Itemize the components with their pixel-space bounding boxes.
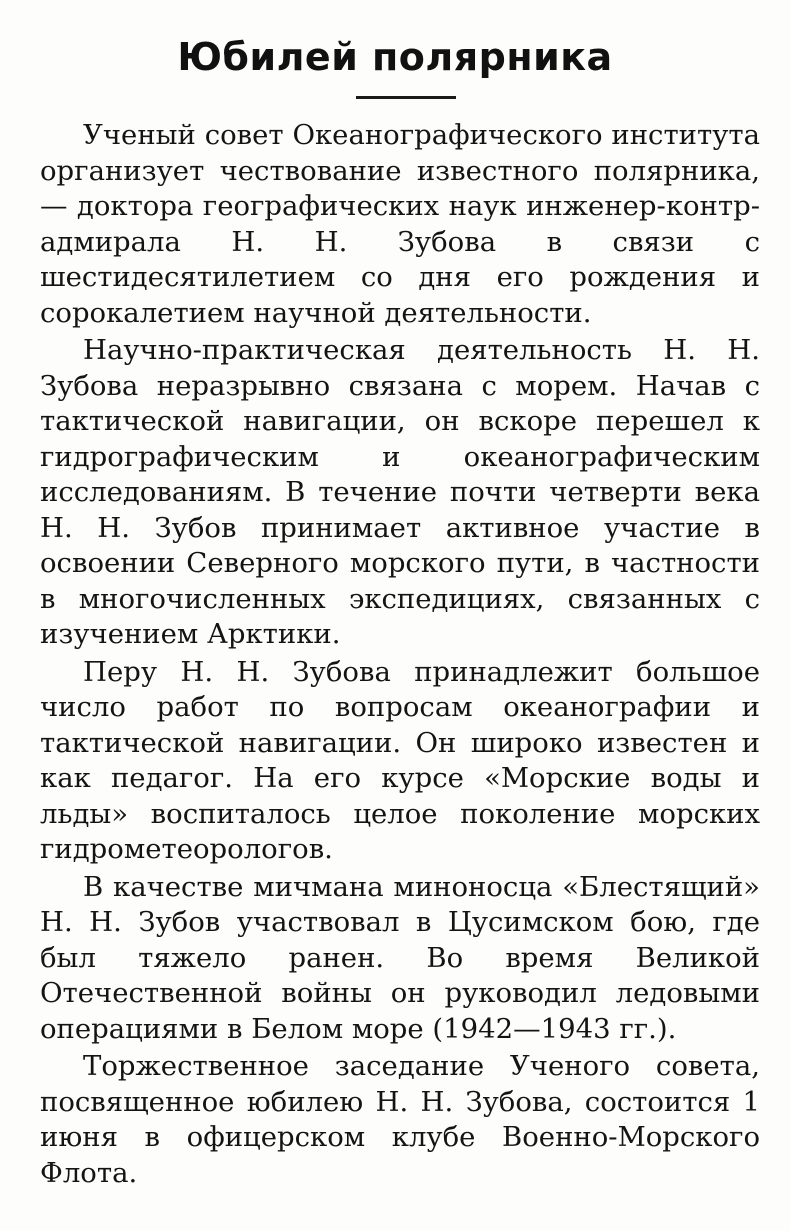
paragraph-4: В качестве мичмана миноносца «Блестящий» Н. Н. Зубов участвовал в Цусимском бою, где был тяжело ранен. Во время Великой Отечественной войны он руководил ледовыми операциями в Белом море (1942—1943 гг.). [40,870,760,1045]
title-divider [356,96,456,99]
article-body [40,118,760,1193]
paragraph-2: Научно-практическая деятельность Н. Н. Зубова неразрывно связана с морем. Начав с тактической навигации, он вскоре перешел к гидрографическим и океанографическим исследованиям. В течение почти четверти века Н. Н. Зубов принимает активное участие в освоении Северного морского пути, в частности в многочисленных экспедициях, связанных с изучением Арктики. [40,334,760,650]
paragraph-5: Торжественное заседание Ученого совета, посвященное юбилею Н. Н. Зубова, состоится 1 июня в офицерском клубе Военно-Морского Флота. [40,1050,760,1189]
paragraph-3: Перу Н. Н. Зубова принадлежит большое число работ по вопросам океанографии и тактической навигации. Он широко известен и как педагог. На его курсе «Морские воды и льды» воспиталось целое поколение морских гидрометеорологов. [40,655,760,865]
paragraph-1: Ученый совет Океанографического института организует чествование известного полярника,— доктора географических наук инженер-контр-адмирала Н. Н. Зубова в связи с шестидесятилетием со дня его рождения и сорокалетием научной деятельности. [40,119,760,329]
headline: Юбилей полярника [177,35,613,79]
